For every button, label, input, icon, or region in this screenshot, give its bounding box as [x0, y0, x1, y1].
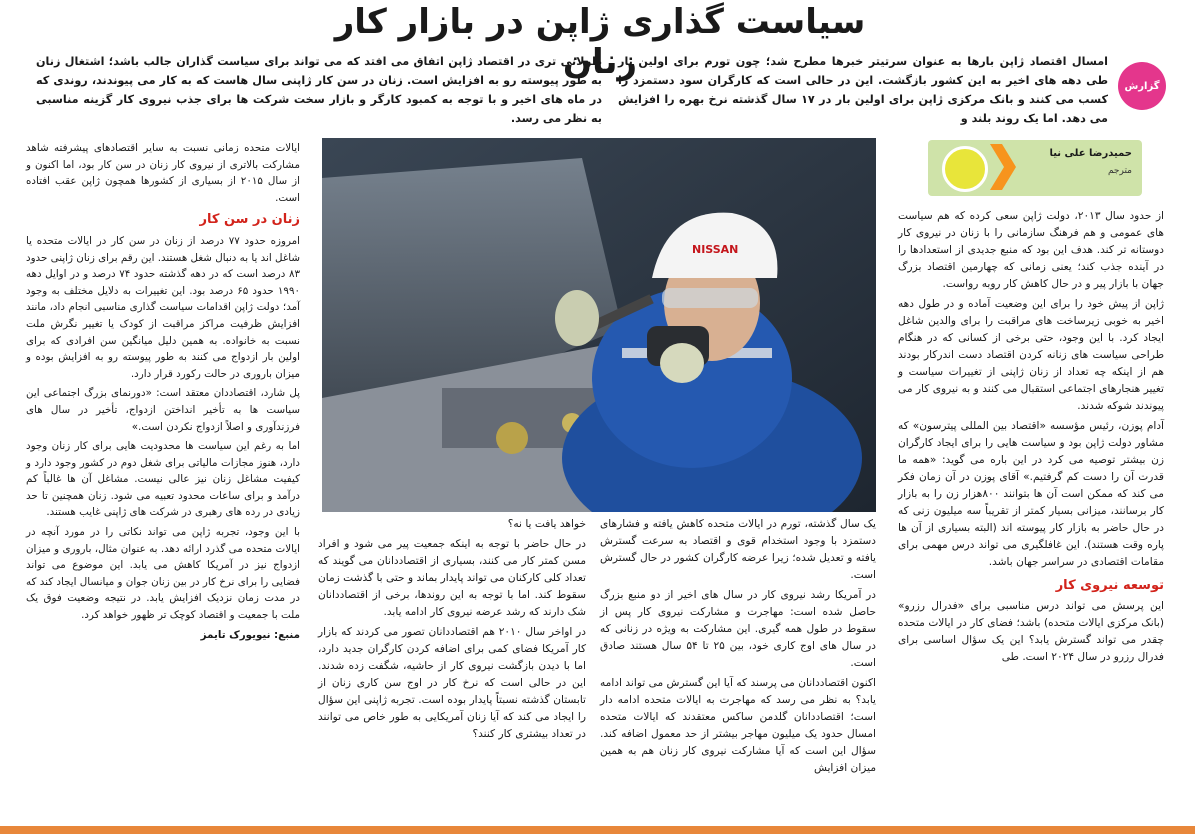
paragraph: پل شارد، اقتصاددان معتقد است: «دورنمای بزرگ اجتماعی این سیاست ها به تأخیر انداختن ازدواج، تأخیر در سال های فرزندآوری و اصلاً ازدواج نکردن است.»	[26, 387, 300, 433]
lead-right: امسال اقتصاد ژاپن بارها به عنوان سرتیتر خبرها مطرح شد؛ چون تورم برای اولین بار طی دهه های اخیر به این کشور بازگشت. این در حالی است که کارگران سود دستمزد را کسب می کنند و بانک مرکزی ژاپن برای اولین بار در ۱۷ سال گذشته نرخ بهره را افزایش می دهد. اما یک روند بلند و	[618, 55, 1109, 125]
source-credit: منبع: نیویورک تایمز	[200, 628, 300, 641]
bottom-bar	[0, 826, 1195, 834]
paragraph: اکنون اقتصاددانان می پرسند که آیا این گسترش می تواند ادامه یابد؟ به نظر می رسد که مهاجرت به ایالات متحده ادامه دار است؛ اقتصاددانان گلدمن ساکس معتقدند که ایالات متحده امسال حدود یک میلیون مهاجر بیشتر از حد معمول اضافه کند. سؤال این است که آیا مشارکت نیروی کار زنان هم به همین میزان افزایش	[600, 677, 876, 774]
paragraph: با این وجود، تجربه ژاپن می تواند نکاتی را در مورد آنچه در ایالات متحده می گذرد ارائه دهد. به عنوان مثال، باروری و میزان ازدواج نیز در آمریکا کاهش می یابد. این موضوع می تواند فضایی را برای نرخ کار در بین زنان جوان و میانسال ایجاد کند که در مدت زمان نزدیک افزایش یابد. در نتیجه وضعیت فوق یک ملت با جمعیت و اقتصاد کوچک تر ظهور خواهد کرد.	[26, 526, 300, 622]
paragraph: اما به رغم این سیاست ها محدودیت هایی برای کار زنان وجود دارد، هنوز مجازات مالیاتی برای شغل دوم در کشور وجود دارد و کیفیت مشاغل زنان نیز عالی نیست. مشاغل آن ها غالباً کم درآمد و برای ساعات محدود تعبیه می شود. زنان همچنین تا حد زیادی در رده های رهبری در شرکت های ژاپنی غایب هستند.	[26, 440, 300, 519]
paragraph: از حدود سال ۲۰۱۳، دولت ژاپن سعی کرده که هم سیاست های عمومی و هم فرهنگ سازمانی را با زنان در نیروی کار دوستانه تر کند. هدف این بود که منبع جدیدی از استعدادها را در آینده جذب کند؛ یعنی زمانی که چهارمین اقتصاد بزرگ جهان با بازار پیر و در حال کاهش کار روبه رواست.	[898, 210, 1164, 290]
author-box	[928, 140, 1142, 196]
paragraph: یک سال گذشته، تورم در ایالات متحده کاهش یافته و فشارهای دستمزد با وجود استخدام قوی و اقتصاد به سرعت گسترش یافته و تعدیل شده؛ زیرا عرضه کارگران کشور در حال گسترش است.	[600, 518, 876, 581]
report-badge: گزارش	[1118, 62, 1166, 110]
paragraph: در اواخر سال ۲۰۱۰ هم اقتصاددانان تصور می کردند که بازار کار آمریکا فضای کمی برای اضافه کردن کارگران جدید دارد، اما با دیدن بازگشت نیروی کار از حاشیه، شگفت زده شدند. این در حالی است که نرخ کار در اوج سن کاری زنان از تابستان گذشته نسبتاً پایدار بوده است. تجربه ژاپنی این سؤال را ایجاد می کند که آیا زنان آمریکایی به طور خاص می توانند در تعداد بیشتری کار کنند؟	[318, 626, 586, 740]
author-name: حمیدرضا علی نیا	[1049, 148, 1132, 159]
column-1	[898, 208, 1164, 669]
paragraph: در آمریکا رشد نیروی کار در سال های اخیر از دو منبع بزرگ حاصل شده است: مهاجرت و مشارکت نیروی کار پس از سقوط در طول همه گیری. این مشارکت به ویژه در زنانی که در سال های اوج کاری خود، بین ۲۵ تا ۵۴ سال هستند صادق است.	[600, 589, 876, 669]
paragraph: ژاپن از پیش خود را برای این وضعیت آماده و در طول دهه اخیر به خوبی زیرساخت های مراقبت را برای والدین شاغل ایجاد کرد. با این وجود، حتی برخی از کسانی که در هنگام طراحی سیاست های زنانه کردن اقتصاد دست اندرکار بودند هم از اینکه چه تعداد از زنان ژاپنی از تغییرات سیاست و تغییر هنجارهای اجتماعی استقبال می کنند و به نیروی کار می پیوندند شوکه شدند.	[898, 298, 1164, 412]
page-title: سیاست گذاری ژاپن در بازار کار زنان	[334, 2, 866, 82]
article-photo	[322, 138, 876, 512]
column-4	[26, 140, 300, 646]
paragraph: امروزه حدود ۷۷ درصد از زنان در سن کار در ایالات متحده یا شاغل اند یا به دنبال شغل هستند. این رقم برای زنان ژاپنی حدود ۸۳ درصد است که در دهه گذشته حدود ۷۴ درصد و در اوایل دهه ۱۹۹۰ حدود ۶۵ درصد بود. این تغییرات به دلایل مختلف به وجود آمد؛ دولت ژاپن اقدامات سیاست گذاری مناسبی انجام داد، مانند افزایش ظرفیت مراکز مراقبت از کودک یا تغییر نگرش ملت نسبت به خانواده. به همین دلیل میانگین سن افرادی که برای اولین بار ازدواج می کنند به طور پیوسته رو به افزایش بوده و میزان باروری در حالت رکورد قرار دارد.	[26, 234, 301, 380]
paragraph: ایالات متحده زمانی نسبت به سایر اقتصادهای پیشرفته شاهد مشارکت بالاتری از نیروی کار زنان در سن کار بود، اما اکنون و از سال ۲۰۱۵ از بسیاری از کشورها همچون ژاپن عقب افتاده است.	[26, 142, 300, 204]
author-role: مترجم	[1107, 166, 1132, 176]
paragraph: در حال حاضر با توجه به اینکه جمعیت پیر می شود و افراد مسن کمتر کار می کنند، بسیاری از اقتصاددانان می گویند که تعداد کلی کارکنان می تواند پایدار بماند و حتی با گذشت زمان سقوط کند. اما با توجه به این روندها، برخی از اقتصاددانان شک دارند که رشد عرضه نیروی کار ادامه یابد.	[318, 538, 586, 618]
section-heading: زنان در سن کار	[199, 212, 300, 228]
column-2	[600, 516, 876, 780]
section-heading: توسعه نیروی کار	[1055, 578, 1164, 593]
lead-left: طولانی تری در اقتصاد ژاپن اتفاق می افتد که می تواند برای سیاست گذاران جالب باشد؛ اشتغال زنان به طور پیوسته رو به افزایش است. زنان در سن کار ژاپنی سال هاست که به کار می پیوندند، روندی که در ماه های اخیر و با توجه به کمبود کارگر و بازار سخت شرکت ها برای جذب نیروی کار گزینه مناسبی به نظر می رسد.	[36, 55, 602, 125]
author-avatar	[942, 146, 988, 192]
paragraph: این پرسش می تواند درس مناسبی برای «فدرال رزرو» (بانک مرکزی ایالات متحده) باشد؛ فضای کار در ایالات متحده چقدر می تواند گسترش یابد؟ این یک سؤال اساسی برای فدرال رزرو در سال ۲۰۲۴ است. طی	[898, 600, 1164, 663]
paragraph: آدام پوزن، رئیس مؤسسه «اقتصاد بین المللی پیترسون» که مشاور دولت ژاپن بود و سیاست هایی را برای ایجاد کارگران زن بیشتر توصیه می کرد در این باره می گوید: «همه ما قدرت آن را دست کم گرفتیم.» آقای پوزن در آن زمان فکر می کند که ممکن است آن ها بتوانند ۸۰۰هزار زن را به بازار کار برسانند، میزانی بسیار کمتر از تقریباً سه میلیون زنی که در حال حاضر به بازار کار پیوسته اند (البته بسیاری از آن ها پاره وقت هستند). این غافلگیری می تواند درس مهمی برای مقامات اقتصادی در سراسر جهان باشد.	[898, 420, 1164, 568]
chevron-icon	[990, 144, 1016, 190]
column-3	[318, 516, 586, 746]
paragraph: خواهد یافت یا نه؟	[507, 518, 586, 530]
helmet-label: NISSAN	[692, 243, 739, 256]
